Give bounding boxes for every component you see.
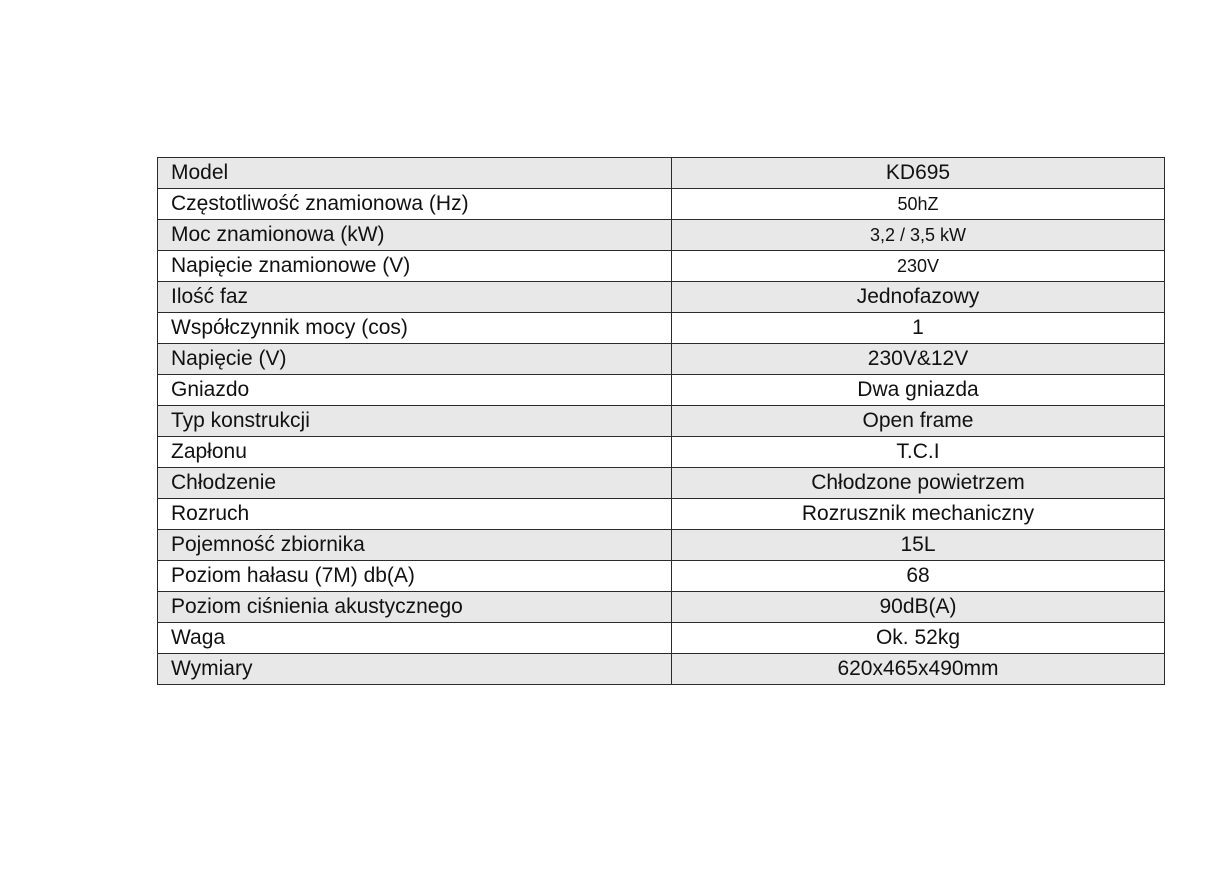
spec-value: Ok. 52kg (672, 623, 1165, 654)
spec-value: 230V (672, 251, 1165, 282)
spec-row-ignition (158, 437, 1165, 468)
spec-value: Open frame (672, 406, 1165, 437)
spec-row-phases (158, 282, 1165, 313)
spec-value: 1 (672, 313, 1165, 344)
spec-row-noise-level (158, 561, 1165, 592)
spec-row-voltage (158, 344, 1165, 375)
spec-value: 3,2 / 3,5 kW (672, 220, 1165, 251)
spec-value: 230V&12V (672, 344, 1165, 375)
spec-value: 15L (672, 530, 1165, 561)
spec-value: Jednofazowy (672, 282, 1165, 313)
spec-label: Napięcie znamionowe (V) (158, 251, 672, 282)
spec-label: Wymiary (158, 654, 672, 685)
spec-label: Waga (158, 623, 672, 654)
spec-row-cooling (158, 468, 1165, 499)
spec-row-tank-capacity (158, 530, 1165, 561)
spec-row-starting (158, 499, 1165, 530)
spec-row-rated-power (158, 220, 1165, 251)
spec-value: Chłodzone powietrzem (672, 468, 1165, 499)
spec-label: Poziom hałasu (7M) db(A) (158, 561, 672, 592)
spec-row-frequency (158, 189, 1165, 220)
spec-label: Gniazdo (158, 375, 672, 406)
specification-table-body (158, 158, 1165, 685)
spec-label: Chłodzenie (158, 468, 672, 499)
spec-value: 50hZ (672, 189, 1165, 220)
spec-value: 620x465x490mm (672, 654, 1165, 685)
spec-label: Ilość faz (158, 282, 672, 313)
spec-label: Model (158, 158, 672, 189)
spec-label: Moc znamionowa (kW) (158, 220, 672, 251)
spec-label: Pojemność zbiornika (158, 530, 672, 561)
spec-value: 90dB(A) (672, 592, 1165, 623)
spec-label: Napięcie (V) (158, 344, 672, 375)
spec-row-power-factor (158, 313, 1165, 344)
spec-row-dimensions (158, 654, 1165, 685)
spec-value: Dwa gniazda (672, 375, 1165, 406)
spec-label: Poziom ciśnienia akustycznego (158, 592, 672, 623)
spec-value: Rozrusznik mechaniczny (672, 499, 1165, 530)
spec-row-socket (158, 375, 1165, 406)
spec-value: KD695 (672, 158, 1165, 189)
spec-row-construction-type (158, 406, 1165, 437)
spec-row-sound-pressure (158, 592, 1165, 623)
spec-label: Rozruch (158, 499, 672, 530)
spec-label: Współczynnik mocy (cos) (158, 313, 672, 344)
specification-table (157, 157, 1165, 685)
spec-label: Typ konstrukcji (158, 406, 672, 437)
spec-row-model (158, 158, 1165, 189)
spec-value: T.C.I (672, 437, 1165, 468)
spec-row-weight (158, 623, 1165, 654)
spec-row-rated-voltage (158, 251, 1165, 282)
spec-label: Zapłonu (158, 437, 672, 468)
spec-label: Częstotliwość znamionowa (Hz) (158, 189, 672, 220)
spec-value: 68 (672, 561, 1165, 592)
